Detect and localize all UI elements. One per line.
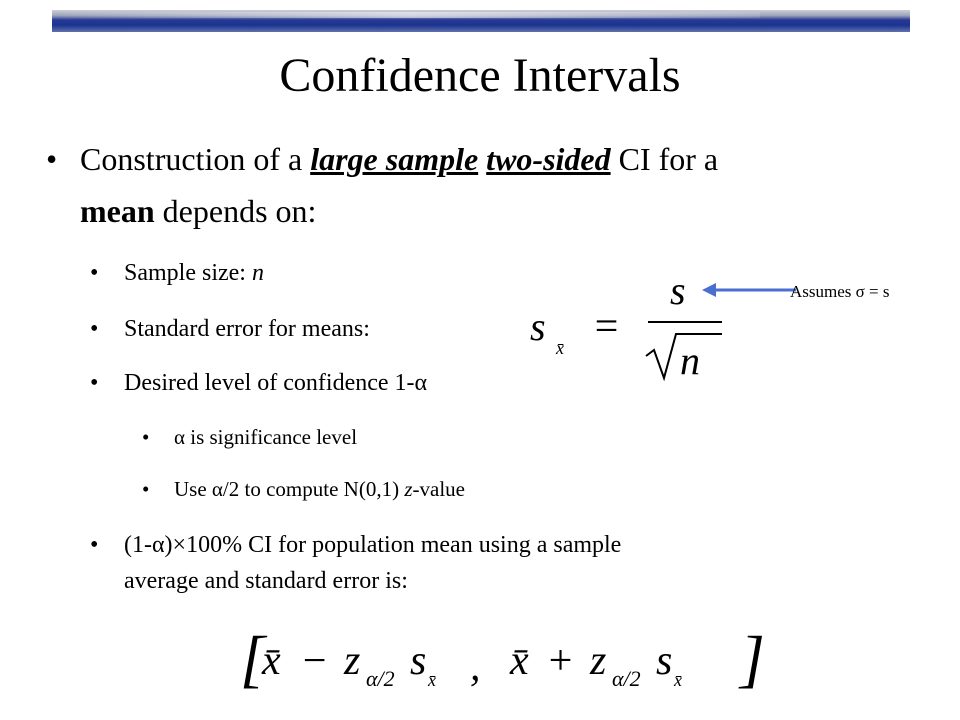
title-bar-shine <box>60 12 760 18</box>
item-ci-line1: (1-α)×100% CI for population mean using a sample <box>124 532 622 558</box>
bullet-dot: • <box>90 316 99 342</box>
item-standard-error: Standard error for means: <box>124 316 370 342</box>
main-point-line2 <box>80 192 316 230</box>
formula-denominator-n: n <box>680 338 700 383</box>
use-alpha: α/2 <box>211 477 240 501</box>
bullet-dot: • <box>142 477 150 501</box>
ci-z-sub-1: α/2 <box>366 666 395 691</box>
underlined-large-sample: large sample <box>310 141 479 177</box>
formula-numerator-s: s <box>670 270 686 313</box>
ci-minus: − <box>300 638 329 684</box>
main-post: depends on: <box>154 193 317 229</box>
use-mid: to compute N(0,1) <box>239 477 405 501</box>
main-pre: Construction of a <box>80 141 311 177</box>
ci-z-1: z <box>344 638 361 684</box>
item-confidence: Desired level of confidence 1-α <box>124 370 428 396</box>
item-alpha-definition: α is significance level <box>174 425 358 449</box>
ci-s-sub-2: x̄ <box>674 670 682 690</box>
item-use-alpha <box>174 476 465 502</box>
bullet-dot: • <box>46 141 58 177</box>
annotation-arrow <box>700 280 800 300</box>
bullet-dot: • <box>90 260 99 286</box>
use-z: z <box>404 477 413 501</box>
ci-plus: + <box>546 638 575 684</box>
ci-xbar-2: x̄ <box>510 638 529 684</box>
use-post: -value <box>412 477 465 501</box>
main-mid: CI for a <box>610 141 719 177</box>
ci-z-sub-2: α/2 <box>612 666 641 691</box>
underlined-two-sided: two-sided <box>486 141 611 177</box>
ci-open-bracket: [ <box>240 623 265 694</box>
formula-lhs-subscript: x̄ <box>556 338 564 358</box>
sample-label: Sample size: <box>124 260 252 286</box>
use-pre: Use <box>174 477 212 501</box>
assumes-annotation: Assumes σ = s <box>790 282 890 301</box>
ci-s-1: s <box>410 638 427 684</box>
ci-xbar-1: x̄ <box>262 638 281 684</box>
ci-z-2: z <box>590 638 607 684</box>
ci-close-bracket: ] <box>740 623 765 694</box>
main-bold-mean: mean <box>80 193 155 229</box>
item-ci-line2: average and standard error is: <box>124 568 408 594</box>
bullet-dot: • <box>90 370 99 396</box>
confidence-interval-formula <box>240 614 780 704</box>
bullet-dot: • <box>90 532 99 558</box>
sample-var: n <box>251 260 264 286</box>
ci-s-2: s <box>656 638 673 684</box>
slide-title: Confidence Intervals <box>279 49 681 102</box>
formula-lhs-s: s <box>530 304 546 349</box>
item-sample-size <box>124 258 264 288</box>
main-point-line1 <box>80 140 718 178</box>
ci-s-sub-1: x̄ <box>428 670 436 690</box>
bullet-dot: • <box>142 425 150 449</box>
ci-comma: , <box>470 644 481 690</box>
formula-equals: = <box>592 304 621 350</box>
